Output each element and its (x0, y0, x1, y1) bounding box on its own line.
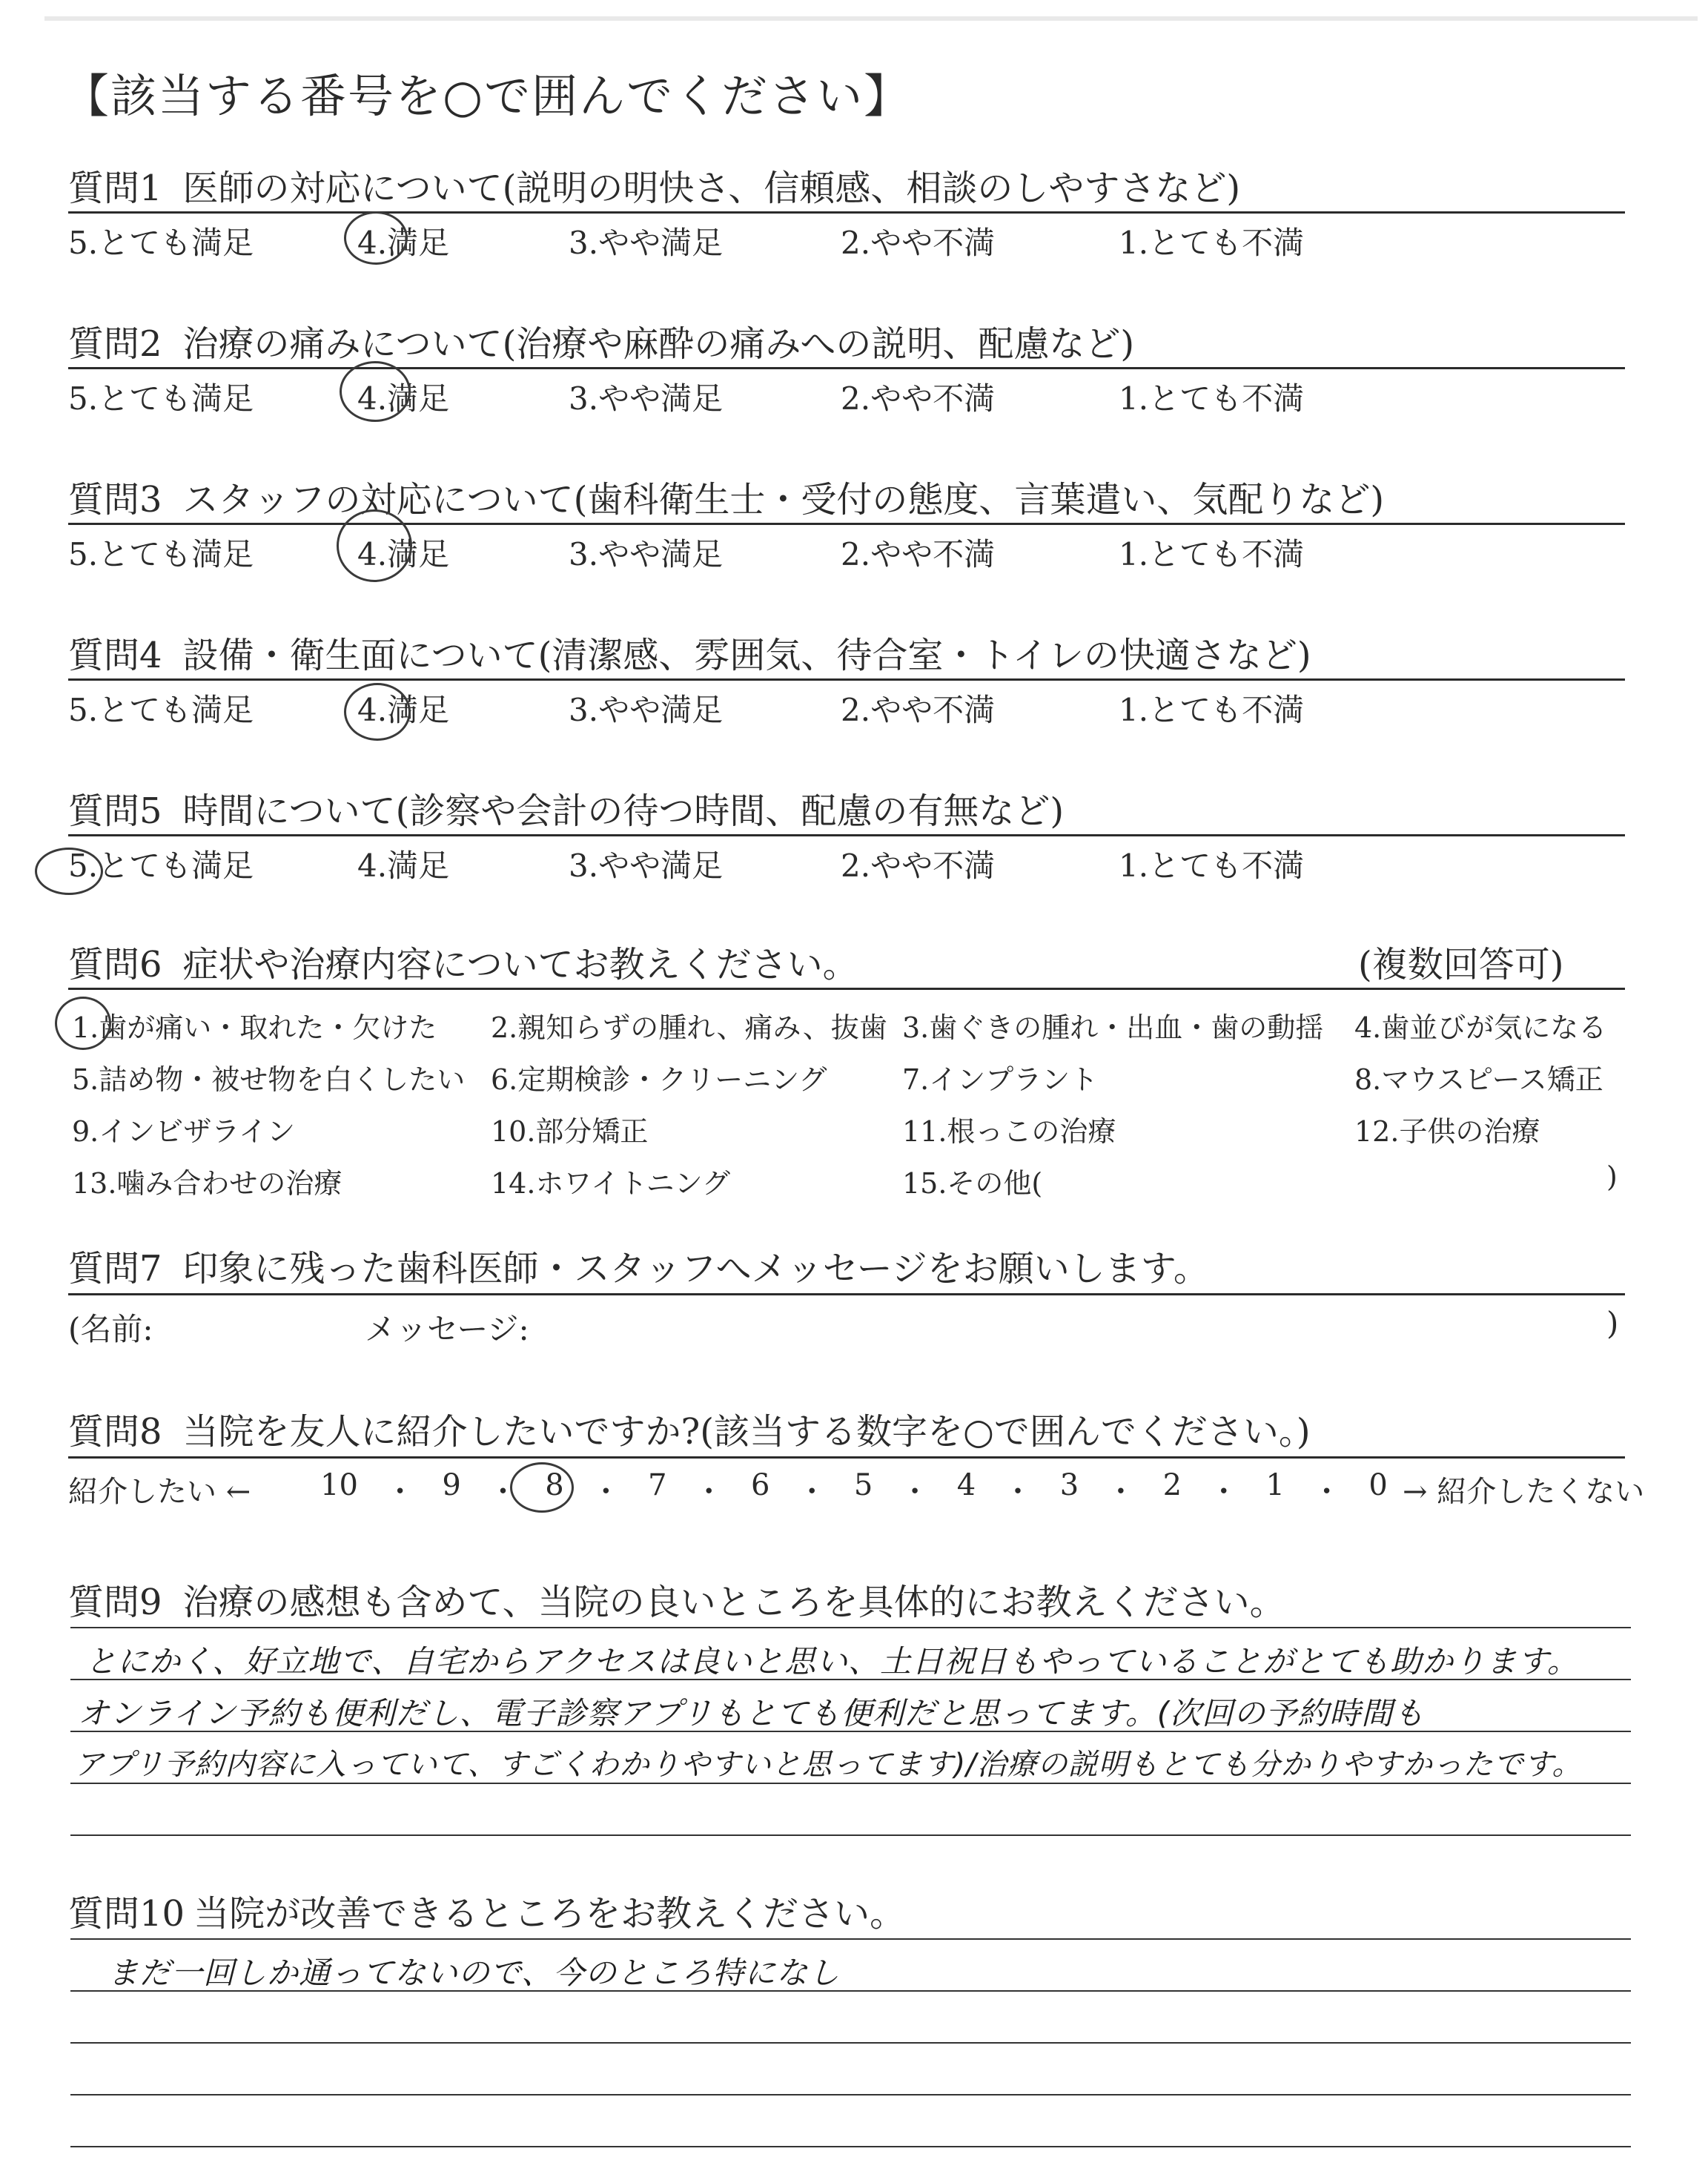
q8-left-label: 紹介したい ← (68, 1475, 251, 1509)
q7-message-label: メッセージ: (365, 1311, 529, 1347)
question-6-rule (68, 988, 1625, 990)
q10-rule-2 (70, 2042, 1631, 2044)
q10-rule-0 (70, 1938, 1631, 1940)
question-6-note: (複数回答可) (1358, 944, 1564, 985)
q5-option-5[interactable]: 5.とても満足 (68, 848, 254, 884)
q8-score-9[interactable]: 9 (442, 1468, 461, 1502)
q8-dot: ・ (900, 1475, 930, 1509)
q6-item-5[interactable]: 5.詰め物・被せ物を白くしたい (72, 1063, 466, 1096)
q8-dot: ・ (1208, 1475, 1239, 1509)
question-1-rule (68, 211, 1625, 214)
question-4 (68, 627, 1625, 790)
q1-option-3[interactable]: 3.やや満足 (569, 225, 724, 261)
q8-dot: ・ (1311, 1475, 1342, 1509)
question-4-rule (68, 678, 1625, 681)
q10-rule-4 (70, 2146, 1631, 2147)
q2-option-5[interactable]: 5.とても満足 (68, 380, 254, 417)
q4-option-2[interactable]: 2.やや不満 (841, 692, 996, 728)
q9-rule-4 (70, 1834, 1631, 1836)
q8-answer-circle (510, 1462, 574, 1513)
q6-item-11[interactable]: 11.根っこの治療 (902, 1115, 1116, 1148)
question-7-rule (68, 1293, 1625, 1295)
q10-rule-3 (70, 2094, 1631, 2095)
question-3-rule (68, 523, 1625, 525)
q3-option-1[interactable]: 1.とても不満 (1119, 536, 1305, 572)
q6-item-4[interactable]: 4.歯並びが気になる (1354, 1011, 1607, 1044)
q6-item-15-close: ) (1606, 1160, 1618, 1193)
q6-item-3[interactable]: 3.歯ぐきの腫れ・出血・歯の動揺 (902, 1011, 1324, 1044)
q4-option-4[interactable]: 4.満足 (357, 692, 450, 728)
q8-right-label: → 紹介したくない (1403, 1475, 1645, 1509)
question-10 (68, 1885, 1625, 2152)
q8-score-3[interactable]: 3 (1059, 1468, 1079, 1502)
q5-option-4[interactable]: 4.満足 (357, 848, 450, 884)
q7-close-paren: ) (1606, 1305, 1619, 1341)
q8-score-0[interactable]: 0 (1368, 1468, 1388, 1502)
question-3-title: 質問3 スタッフの対応について(歯科衛生士・受付の態度、言葉遣い、気配りなど) (68, 479, 1385, 521)
q6-item-12[interactable]: 12.子供の治療 (1354, 1115, 1540, 1148)
question-7-title: 質問7 印象に残った歯科医師・スタッフへメッセージをお願いします。 (68, 1248, 1209, 1289)
q3-option-5[interactable]: 5.とても満足 (68, 536, 254, 572)
question-6-title: 質問6 症状や治療内容についてお教えください。 (68, 944, 858, 985)
question-8 (68, 1403, 1645, 1522)
q2-answer-circle (340, 361, 411, 422)
question-2-title: 質問2 治療の痛みについて(治療や麻酔の痛みへの説明、配慮など) (68, 323, 1135, 365)
q6-item-9[interactable]: 9.インビザライン (72, 1115, 296, 1148)
q6-item-13[interactable]: 13.噛み合わせの治療 (72, 1167, 342, 1200)
question-2 (68, 315, 1625, 478)
q1-option-1[interactable]: 1.とても不満 (1119, 225, 1305, 261)
q10-answer-line-1[interactable]: まだ一回しか通ってないので、今のところ特になし (107, 1955, 841, 1991)
q9-rule-0 (70, 1627, 1631, 1628)
q5-option-1[interactable]: 1.とても不満 (1119, 848, 1305, 884)
question-2-rule (68, 367, 1625, 369)
q2-option-1[interactable]: 1.とても不満 (1119, 380, 1305, 417)
q3-option-4[interactable]: 4.満足 (357, 536, 450, 572)
question-7 (68, 1240, 1625, 1358)
q4-answer-circle (344, 683, 411, 741)
q8-scale (320, 1468, 1388, 1510)
question-10-title: 質問10 当院が改善できるところをお教えください。 (68, 1893, 906, 1935)
q5-option-3[interactable]: 3.やや満足 (569, 848, 724, 884)
q6-item-7[interactable]: 7.インプラント (902, 1063, 1099, 1096)
q1-option-2[interactable]: 2.やや不満 (841, 225, 996, 261)
q5-option-2[interactable]: 2.やや不満 (841, 848, 996, 884)
q6-item-14[interactable]: 14.ホワイトニング (491, 1167, 731, 1200)
q8-score-2[interactable]: 2 (1162, 1468, 1182, 1502)
q8-score-5[interactable]: 5 (853, 1468, 873, 1502)
q8-score-10[interactable]: 10 (320, 1468, 358, 1502)
q3-option-3[interactable]: 3.やや満足 (569, 536, 724, 572)
q6-item-1[interactable]: 1.歯が痛い・取れた・欠けた (72, 1011, 437, 1044)
q8-score-7[interactable]: 7 (648, 1468, 667, 1502)
q2-option-3[interactable]: 3.やや満足 (569, 380, 724, 417)
question-6 (68, 936, 1625, 1203)
q3-answer-circle (337, 509, 412, 582)
q1-option-4[interactable]: 4.満足 (357, 225, 450, 261)
q8-dot: ・ (488, 1475, 518, 1509)
q2-option-2[interactable]: 2.やや不満 (841, 380, 996, 417)
q8-dot: ・ (797, 1475, 827, 1509)
q6-item-10[interactable]: 10.部分矯正 (491, 1115, 649, 1148)
question-5-title: 質問5 時間について(診察や会計の待つ時間、配慮の有無など) (68, 790, 1065, 832)
q8-score-8[interactable]: 8 (545, 1468, 564, 1502)
question-9-title: 質問9 治療の感想も含めて、当院の良いところを具体的にお教えください。 (68, 1582, 1285, 1623)
question-3 (68, 471, 1625, 634)
q8-dot: ・ (591, 1475, 621, 1509)
q1-answer-circle (344, 211, 408, 265)
q5-answer-circle (35, 848, 103, 895)
q8-score-6[interactable]: 6 (751, 1468, 770, 1502)
q8-dot: ・ (385, 1475, 415, 1509)
q6-item-6[interactable]: 6.定期検診・クリーニング (491, 1063, 827, 1096)
q3-option-2[interactable]: 2.やや不満 (841, 536, 996, 572)
q4-option-5[interactable]: 5.とても満足 (68, 692, 254, 728)
q7-name-label: (名前: (68, 1311, 153, 1347)
q6-answer-circle (55, 997, 111, 1050)
question-5 (68, 782, 1625, 945)
question-4-title: 質問4 設備・衛生面について(清潔感、雰囲気、待合室・トイレの快適さなど) (68, 635, 1311, 676)
scan-top-edge (44, 16, 1698, 21)
q8-dot: ・ (694, 1475, 724, 1509)
question-1-title: 質問1 医師の対応について(説明の明快さ、信頼感、相談のしやすさなど) (68, 168, 1241, 209)
q8-dot: ・ (1105, 1475, 1136, 1509)
q1-option-5[interactable]: 5.とても満足 (68, 225, 254, 261)
q8-score-1[interactable]: 1 (1265, 1468, 1285, 1502)
q4-option-1[interactable]: 1.とても不満 (1119, 692, 1305, 728)
question-8-title: 質問8 当院を友人に紹介したいですか?(該当する数字を○で囲んでください。) (68, 1411, 1311, 1453)
question-1 (68, 159, 1625, 323)
q8-dot: ・ (1002, 1475, 1033, 1509)
q2-option-4[interactable]: 4.満足 (357, 380, 450, 417)
q6-item-15[interactable]: 15.その他( (902, 1167, 1043, 1200)
q9-answer-line-3[interactable]: アプリ予約内容に入っていて、すごくわかりやすいと思ってます)/治療の説明もとても分かりやすかったです。 (74, 1748, 1583, 1782)
q9-answer-line-1[interactable]: とにかく、好立地で、自宅からアクセスは良いと思い、土日祝日もやっていることがとても助かります。 (85, 1643, 1579, 1680)
q8-score-4[interactable]: 4 (956, 1468, 976, 1502)
question-5-rule (68, 834, 1625, 836)
q9-answer-line-2[interactable]: オンライン予約も便利だし、電子診察アプリもとても便利だと思ってます。(次回の予約時間も (78, 1695, 1426, 1731)
question-8-rule (68, 1456, 1625, 1459)
q4-option-3[interactable]: 3.やや満足 (569, 692, 724, 728)
page-heading: 【該当する番号を○で囲んでください】 (63, 69, 912, 123)
q6-item-8[interactable]: 8.マウスピース矯正 (1354, 1063, 1603, 1096)
q6-item-2[interactable]: 2.親知らずの腫れ、痛み、抜歯 (491, 1011, 887, 1044)
